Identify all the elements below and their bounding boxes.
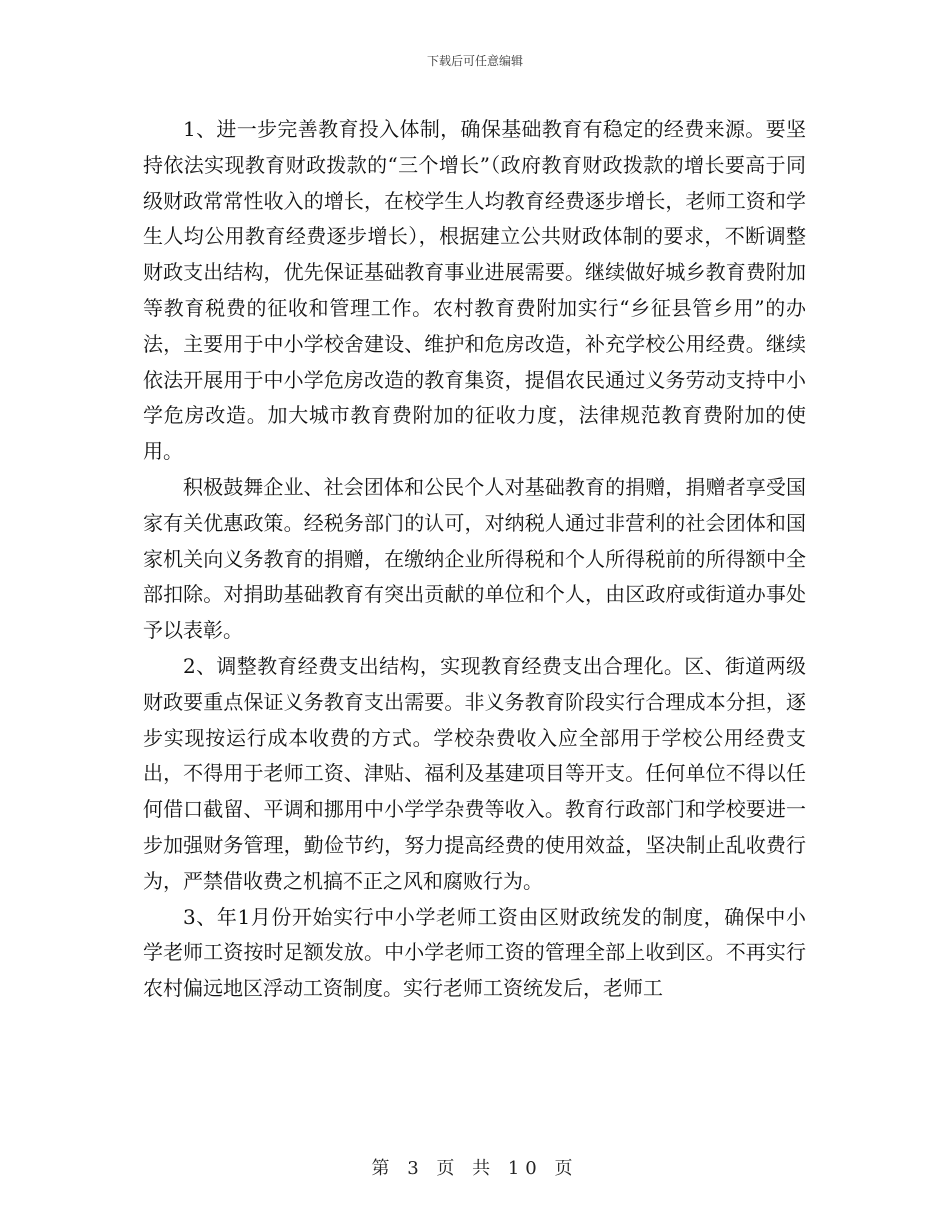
paragraph-1: 1、进一步完善教育投入体制，确保基础教育有稳定的经费来源。要坚持依法实现教育财政拨款的“三个增长”（政府教育财政拨款的增长要高于同级财政常常性收入的增长，在校学生人均教育经费逐步增长，老师工资和学生人均公用教育经费逐步增长），根据建立公共财政体制的要求，不断调整财政支出结构，优先保证基础教育事业进展需要。继续做好城乡教育费附加等教育税费的征收和管理工作。农村教育费附加实行“乡征县管乡用”的办法，主要用于中小学校舍建设、维护和危房改造，补充学校公用经费。继续依法开展用于中小学危房改造的教育集资，提倡农民通过义务劳动支持中小学危房改造。加大城市教育费附加的征收力度，法律规范教育费附加的使用。	[143, 117, 806, 464]
page-header-note: 下载后可任意编辑	[426, 54, 523, 68]
paragraph-3: 2、调整教育经费支出结构，实现教育经费支出合理化。区、街道两级财政要重点保证义务教育支出需要。非义务教育阶段实行合理成本分担，逐步实现按运行成本收费的方式。学校杂费收入应全部用于学校公用经费支出，不得用于老师工资、津贴、福利及基建项目等开支。任何单位不得以任何借口截留、平调和挪用中小学学杂费等收入。教育行政部门和学校要进一步加强财务管理，勤俭节约，努力提高经费的使用效益，坚决制止乱收费行为，严禁借收费之机搞不正之风和腐败行为。	[143, 653, 806, 893]
paragraph-4: 3、年1月份开始实行中小学老师工资由区财政统发的制度，确保中小学老师工资按时足额发放。中小学老师工资的管理全部上收到区。不再实行农村偏远地区浮动工资制度。实行老师工资统发后，老师工	[143, 904, 806, 1001]
document-body	[143, 112, 806, 1007]
paragraph-2: 积极鼓舞企业、社会团体和公民个人对基础教育的捐赠，捐赠者享受国家有关优惠政策。经税务部门的认可，对纳税人通过非营利的社会团体和国家机关向义务教育的捐赠，在缴纳企业所得税和个人所得税前的所得额中全部扣除。对捐助基础教育有突出贡献的单位和个人，由区政府或街道办事处予以表彰。	[143, 474, 806, 643]
page-number: 第 3 页 共 10 页	[371, 1158, 579, 1179]
